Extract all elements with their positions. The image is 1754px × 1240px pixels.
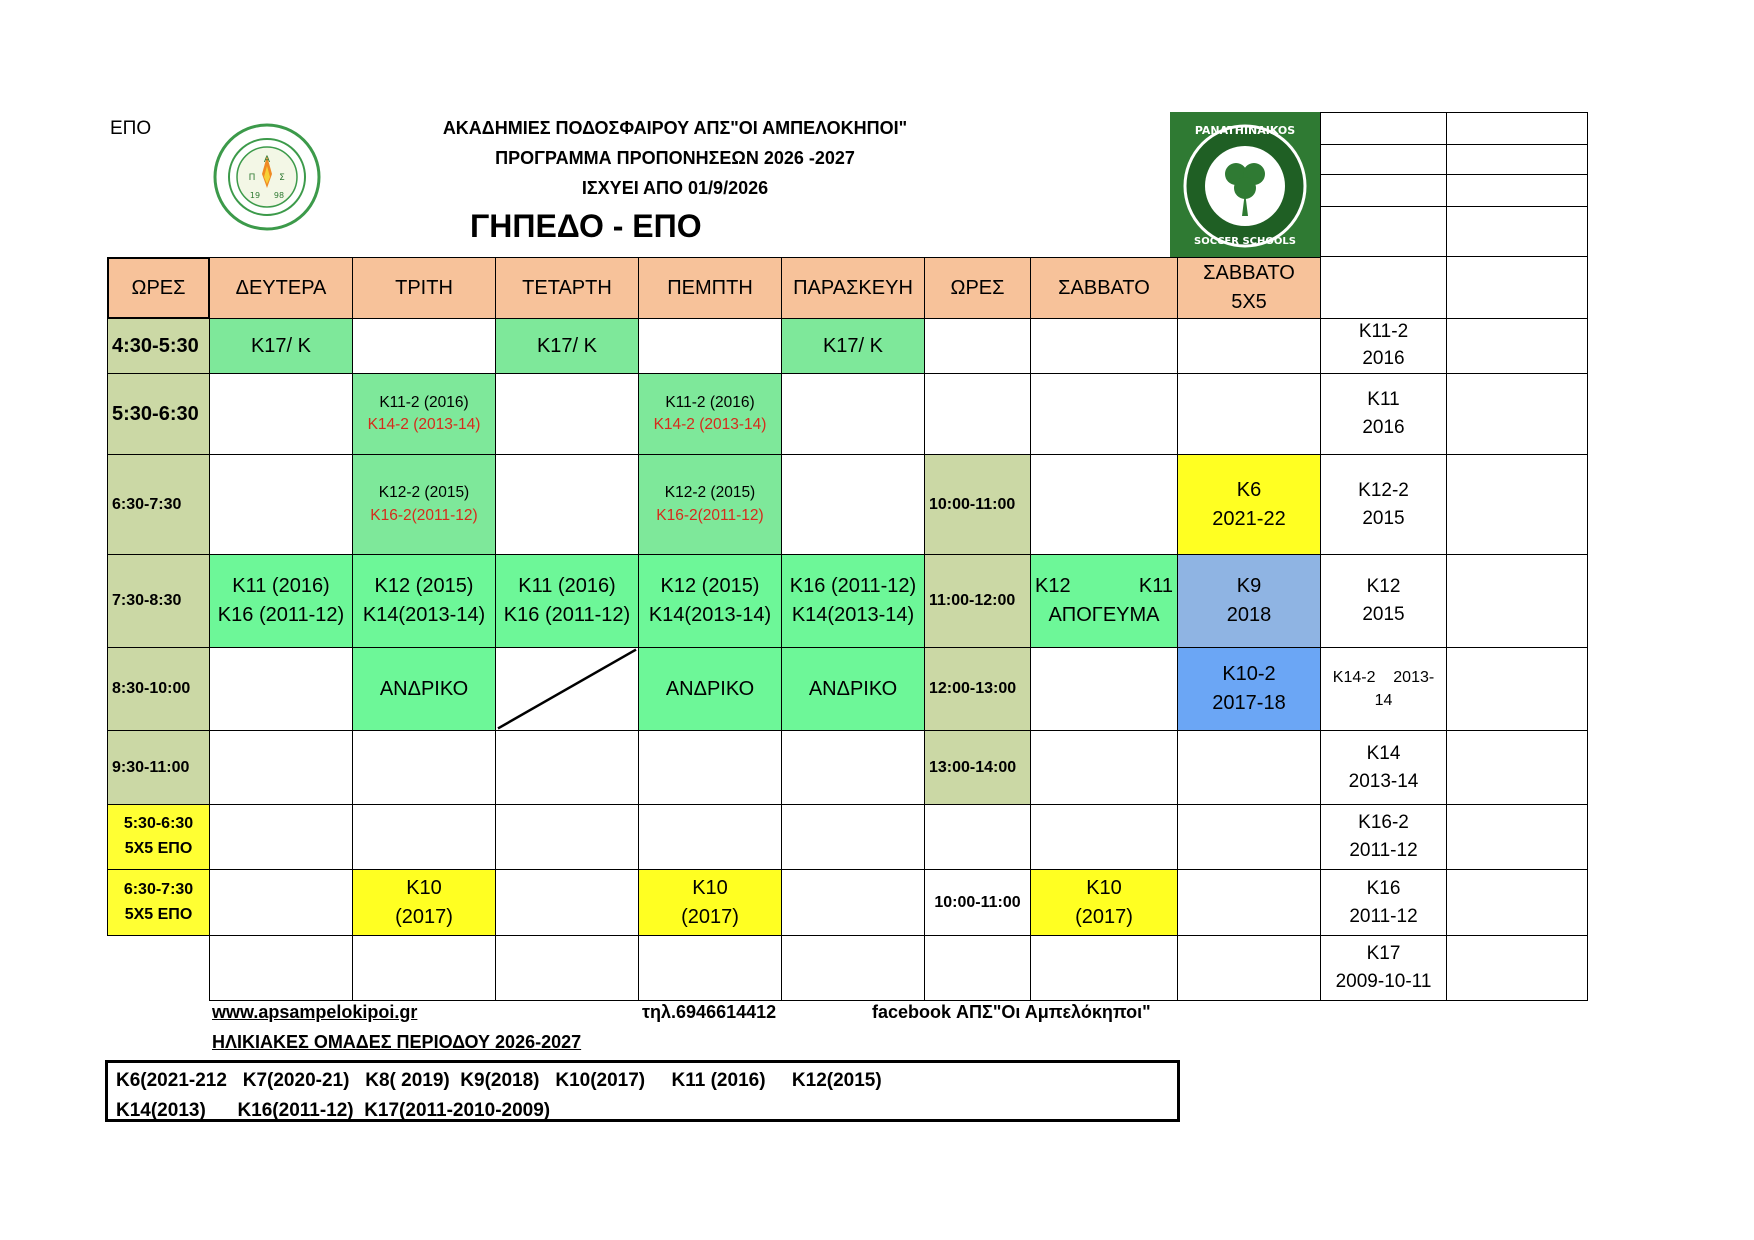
session-line: Κ12 (2015)	[374, 575, 474, 597]
empty-cell	[1030, 454, 1178, 555]
empty-cell	[924, 804, 1031, 870]
session-line: Κ16 (2011-12)	[789, 575, 917, 597]
side-top-cell	[1446, 112, 1588, 145]
age-group-years: 2013-14	[1348, 770, 1419, 792]
time-slot-saturday: 10:00-11:00	[924, 869, 1031, 936]
age-group-years: 2015	[1362, 604, 1405, 625]
website-link[interactable]: www.apsampelokipoi.gr	[212, 1002, 418, 1022]
header-hours: ΩΡΕΣ	[107, 257, 210, 319]
session-line: 2018	[1226, 604, 1272, 626]
session-line: Κ16 (2011-12)	[217, 604, 345, 626]
session-cell	[209, 554, 353, 648]
pao-sub-text: SOCCER SCHOOLS	[1194, 236, 1296, 247]
aps-club-logo	[212, 122, 322, 232]
session-line: (2017)	[681, 905, 739, 928]
age-group-cell	[1320, 647, 1447, 731]
diagonal-line	[496, 647, 638, 731]
session-cell: Κ17/ Κ	[495, 318, 639, 374]
empty-cell	[209, 730, 353, 805]
time-slot-5x5	[107, 804, 210, 870]
session-cell	[352, 454, 496, 555]
header-valid-from: ΙΣΧΥΕΙ ΑΠΟ 01/9/2026	[581, 178, 769, 198]
empty-cell	[1030, 373, 1178, 455]
session-line: Κ16 (2011-12)	[503, 604, 631, 626]
session-cell	[638, 454, 782, 555]
time-slot-5x5	[107, 869, 210, 936]
session-line: 2017-18	[1212, 692, 1286, 714]
empty-cell	[1177, 730, 1321, 805]
side-empty-cell	[1446, 804, 1588, 870]
header-saturday: ΣΑΒΒΑΤΟ	[1030, 257, 1178, 319]
session-cell: Κ17/ Κ	[781, 318, 925, 374]
session-line: (2017)	[1075, 905, 1133, 928]
age-group-cell	[1320, 454, 1447, 555]
header-left-label: ΕΠΟ	[110, 118, 152, 139]
age-group-years: 2011-12	[1349, 840, 1418, 861]
age-groups-line: Κ6(2021-212 Κ7(2020-21) Κ8( 2019) Κ9(2018) Κ10(2017) Κ11 (2016) Κ12(2015)	[116, 1070, 882, 1091]
venue-title: ΓΗΠΕΔΟ - ΕΠΟ	[470, 208, 702, 244]
side-empty-cell	[1446, 373, 1588, 455]
age-group-label: Κ16	[1366, 877, 1401, 899]
empty-cell	[1030, 804, 1178, 870]
side-empty-cell	[1446, 869, 1588, 936]
session-line: Κ11-2 (2016)	[665, 393, 755, 411]
session-line: Κ10-2	[1222, 663, 1276, 685]
age-group-cell	[1320, 730, 1447, 805]
time-slot-saturday: 12:00-13:00	[924, 647, 1031, 731]
session-line: Κ11	[1138, 575, 1173, 597]
empty-cell	[209, 647, 353, 731]
side-top-cell	[1446, 174, 1588, 207]
age-group-cell	[1320, 318, 1447, 374]
empty-cell	[495, 869, 639, 936]
facebook-link[interactable]: facebook ΑΠΣ"Οι Αμπελόκηποι"	[872, 1002, 1151, 1022]
empty-cell	[107, 935, 210, 1001]
empty-cell	[1177, 804, 1321, 870]
age-group-cell	[1320, 373, 1447, 455]
empty-cell	[1030, 318, 1178, 374]
session-cell	[1177, 647, 1321, 731]
header-monday: ΔΕΥΤΕΡΑ	[209, 257, 353, 319]
empty-cell	[1177, 318, 1321, 374]
age-groups-box	[105, 1060, 1180, 1122]
time-line: 5Χ5 ΕΠΟ	[124, 840, 193, 857]
header-program-title: ΠΡΟΓΡΑΜΜΑ ΠΡΟΠΟΝΗΣΕΩΝ 2026 -2027	[495, 148, 855, 168]
aps-letter-p: Π	[248, 173, 256, 183]
aps-letter-a: Α	[263, 155, 271, 165]
empty-cell	[209, 373, 353, 455]
age-group-years: 2009-10-11	[1335, 971, 1432, 992]
side-empty-cell	[1446, 454, 1588, 555]
empty-cell	[209, 935, 353, 1001]
age-group-label: Κ11-2	[1358, 321, 1409, 343]
empty-cell	[638, 318, 782, 374]
time-slot: 6:30-7:30	[107, 454, 210, 555]
session-cell	[1177, 454, 1321, 555]
empty-cell	[638, 804, 782, 870]
session-line: Κ16-2(2011-12)	[370, 506, 478, 524]
time-line: 5:30-6:30	[123, 815, 194, 833]
age-group-label: Κ11	[1367, 389, 1400, 411]
time-slot: 5:30-6:30	[107, 373, 210, 455]
side-top-cell	[1320, 256, 1447, 319]
time-slot: 7:30-8:30	[107, 554, 210, 648]
empty-cell	[1030, 647, 1178, 731]
empty-cell	[1030, 730, 1178, 805]
panathinaikos-logo	[1170, 112, 1320, 260]
session-cell	[638, 373, 782, 455]
header-tuesday: ΤΡΙΤΗ	[352, 257, 496, 319]
session-line: (2017)	[395, 905, 453, 928]
age-groups-line: Κ14(2013) Κ16(2011-12) Κ17(2011-2010-2009)	[116, 1100, 551, 1121]
session-line: Κ14-2 (2013-14)	[653, 416, 767, 433]
session-line: 2021-22	[1212, 507, 1286, 530]
side-top-cell	[1446, 144, 1588, 175]
session-line: Κ14(2013-14)	[362, 604, 486, 626]
session-line: Κ12	[1035, 575, 1071, 597]
time-slot: 4:30-5:30	[107, 318, 210, 374]
pao-brand-text: PANATHINAIKOS	[1194, 124, 1296, 137]
empty-cell	[781, 373, 925, 455]
session-cell	[1030, 554, 1178, 648]
side-top-cell	[1446, 206, 1588, 257]
empty-cell	[352, 730, 496, 805]
session-line: Κ12 (2015)	[660, 575, 760, 597]
empty-cell	[1177, 869, 1321, 936]
side-top-cell	[1446, 256, 1588, 319]
age-group-cell	[1320, 935, 1447, 1001]
empty-cell	[924, 373, 1031, 455]
session-line: Κ16-2(2011-12)	[656, 506, 764, 524]
session-line: ΑΠΟΓΕΥΜΑ	[1048, 604, 1160, 626]
session-cell	[352, 869, 496, 936]
time-slot-saturday: 13:00-14:00	[924, 730, 1031, 805]
session-cell	[495, 554, 639, 648]
session-cell	[1030, 869, 1178, 936]
session-line: Κ11 (2016)	[232, 575, 330, 597]
session-line: Κ14(2013-14)	[791, 604, 915, 626]
session-cell	[352, 373, 496, 455]
age-groups-title: ΗΛΙΚΙΑΚΕΣ ΟΜΑΔΕΣ ΠΕΡΙΟΔΟΥ 2026-2027	[212, 1032, 582, 1052]
session-cell: ΑΝΔΡΙΚΟ	[638, 647, 782, 731]
time-line: 6:30-7:30	[123, 880, 194, 898]
age-group-cell	[1320, 554, 1447, 648]
session-line: Κ6	[1236, 478, 1262, 501]
empty-cell	[781, 935, 925, 1001]
time-slot-saturday: 11:00-12:00	[924, 554, 1031, 648]
empty-cell	[495, 373, 639, 455]
header-hours-sat: ΩΡΕΣ	[924, 257, 1031, 319]
header-title: ΑΚΑΔΗΜΙΕΣ ΠΟΔΟΣΦΑΙΡΟΥ ΑΠΣ"ΟΙ ΑΜΠΕΛΟΚΗΠΟΙ"	[442, 118, 908, 138]
age-group-cell	[1320, 869, 1447, 936]
session-cell: ΑΝΔΡΙΚΟ	[352, 647, 496, 731]
side-top-cell	[1320, 144, 1447, 175]
empty-cell	[1177, 373, 1321, 455]
session-line: Κ12-2 (2015)	[378, 484, 470, 502]
side-empty-cell	[1446, 647, 1588, 731]
header-saturday-5x5: ΣΑΒΒΑΤΟ 5Χ5	[1177, 257, 1321, 319]
empty-cell	[209, 454, 353, 555]
age-group-years: 2011-12	[1349, 905, 1418, 927]
age-group-cell	[1320, 804, 1447, 870]
empty-cell	[781, 869, 925, 936]
empty-cell	[495, 454, 639, 555]
empty-cell	[781, 804, 925, 870]
time-slot: 8:30-10:00	[107, 647, 210, 731]
session-cell	[638, 554, 782, 648]
session-line: Κ9	[1236, 575, 1262, 597]
time-slot-saturday: 10:00-11:00	[924, 454, 1031, 555]
session-line: Κ10	[1086, 876, 1122, 899]
phone-number: τηλ.6946614412	[642, 1002, 777, 1022]
age-group-label: Κ14	[1366, 742, 1401, 764]
session-line: Κ12-2 (2015)	[664, 484, 756, 502]
age-group-label: Κ16-2	[1358, 812, 1409, 834]
empty-cell	[638, 730, 782, 805]
age-group-years: 2016	[1362, 348, 1405, 369]
session-cell: ΑΝΔΡΙΚΟ	[781, 647, 925, 731]
side-top-cell	[1320, 174, 1447, 207]
empty-cell	[781, 730, 925, 805]
session-line: Κ11-2 (2016)	[379, 393, 469, 411]
side-empty-cell	[1446, 318, 1588, 374]
empty-cell	[495, 730, 639, 805]
empty-cell	[495, 804, 639, 870]
empty-cell	[209, 804, 353, 870]
header-friday: ΠΑΡΑΣΚΕΥΗ	[781, 257, 925, 319]
age-group-years: 2015	[1362, 507, 1405, 529]
side-empty-cell	[1446, 554, 1588, 648]
empty-cell	[638, 935, 782, 1001]
aps-year-left: 19	[249, 191, 261, 200]
age-group-label: Κ12-2	[1358, 479, 1409, 501]
header-thursday: ΠΕΜΠΤΗ	[638, 257, 782, 319]
side-empty-cell	[1446, 935, 1588, 1001]
empty-cell	[495, 935, 639, 1001]
aps-year-right: 98	[273, 191, 285, 200]
header-wednesday: ΤΕΤΑΡΤΗ	[495, 257, 639, 319]
session-line: Κ10	[406, 876, 442, 899]
session-cell	[1177, 554, 1321, 648]
time-slot: 9:30-11:00	[107, 730, 210, 805]
empty-cell	[352, 318, 496, 374]
age-group-label: Κ17	[1366, 943, 1401, 965]
session-line: Κ14-2 (2013-14)	[367, 416, 481, 433]
age-group-years: 14	[1374, 692, 1393, 709]
empty-cell	[781, 454, 925, 555]
age-group-label: Κ12	[1366, 576, 1401, 598]
time-line: 5Χ5 ΕΠΟ	[124, 905, 193, 923]
session-cell	[638, 869, 782, 936]
empty-cell	[352, 804, 496, 870]
session-cell: Κ17/ Κ	[209, 318, 353, 374]
crossed-out-cell	[495, 647, 639, 731]
session-cell	[352, 554, 496, 648]
empty-cell	[1030, 935, 1178, 1001]
empty-cell	[924, 318, 1031, 374]
side-top-cell	[1320, 112, 1447, 145]
side-empty-cell	[1446, 730, 1588, 805]
session-line: Κ10	[692, 876, 728, 899]
session-cell	[781, 554, 925, 648]
session-line: Κ11 (2016)	[518, 575, 616, 597]
empty-cell	[209, 869, 353, 936]
empty-cell	[1177, 935, 1321, 1001]
empty-cell	[924, 935, 1031, 1001]
age-group-label: Κ14-2 2013-	[1332, 668, 1435, 686]
aps-letter-s: Σ	[279, 173, 285, 183]
empty-cell	[352, 935, 496, 1001]
session-line: Κ14(2013-14)	[648, 604, 772, 626]
age-group-years: 2016	[1362, 417, 1405, 438]
side-top-cell	[1320, 206, 1447, 257]
